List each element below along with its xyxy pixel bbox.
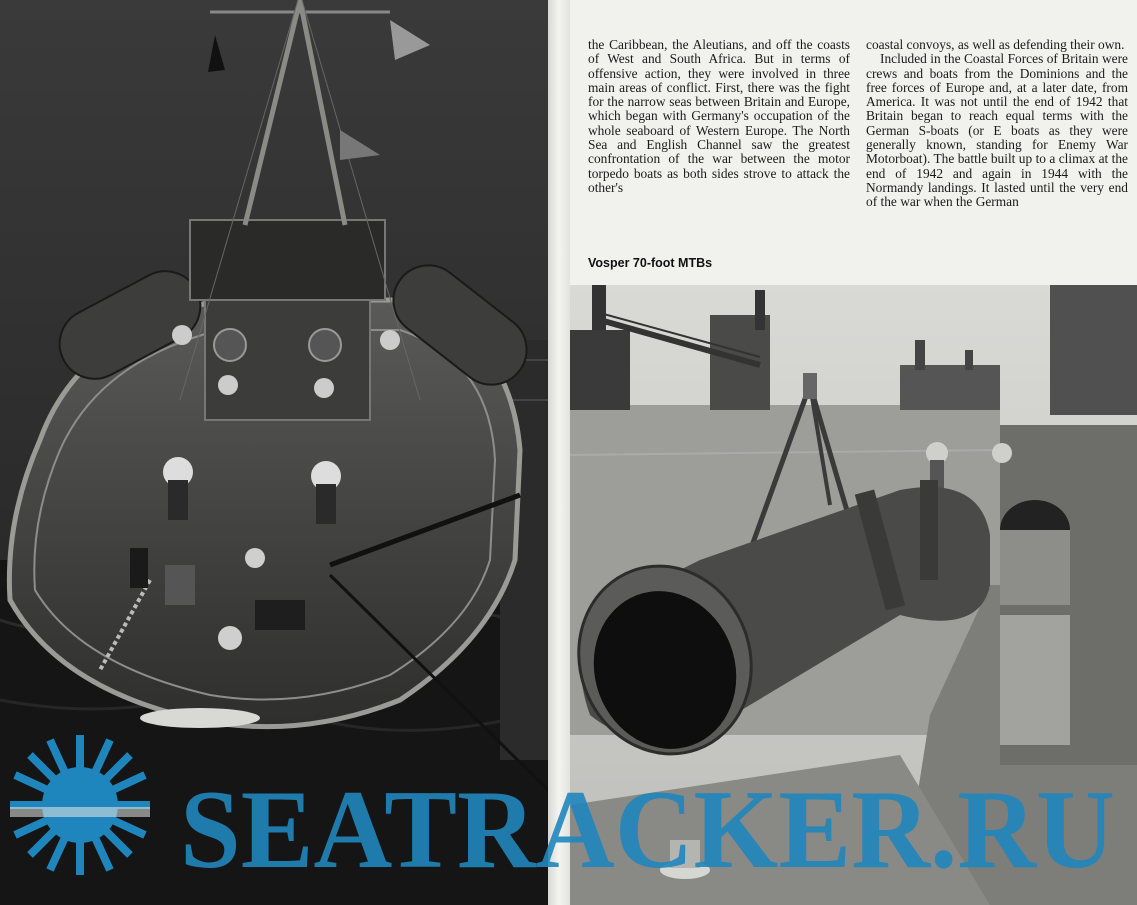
left-page-photo	[0, 0, 548, 905]
text-column-right	[866, 38, 1128, 210]
paragraph: the Caribbean, the Aleutians, and off the coasts of West and South Africa. But in terms of offensive action, they were involved in three main areas of conflict. First, there was the fight for the narrow seas between Britain and Europe, which began with Germany's occupation of the whole seaboard of Western Europe. The North Sea and English Channel saw the greatest confrontation of the war between the motor torpedo boats as both sides strove to attack the other's	[588, 37, 850, 195]
photo-caption: Vosper 70-foot MTBs	[588, 256, 713, 270]
torpedo-tube-photo	[570, 285, 1137, 905]
text-column-left	[588, 38, 850, 195]
page-gutter	[548, 0, 570, 905]
paragraph: Included in the Coastal Forces of Britain were crews and boats from the Dominions and the free forces of Europe and, at a later date, from America. It was not until the end of 1942 that Britain began to reach equal terms with the German S-boats (or E boats as they were generally known, standing for Enemy War Motorboat). The battle built up to a climax at the end of 1942 and again in 1944 with the Normandy landings. It lasted until the very end of the war when the German	[866, 51, 1128, 210]
watermark-text: SEATRACKER.RU	[180, 768, 1115, 892]
right-page	[570, 0, 1137, 905]
mtb-deck-photo	[0, 0, 548, 905]
paragraph: coastal convoys, as well as defending their own.	[866, 37, 1125, 52]
